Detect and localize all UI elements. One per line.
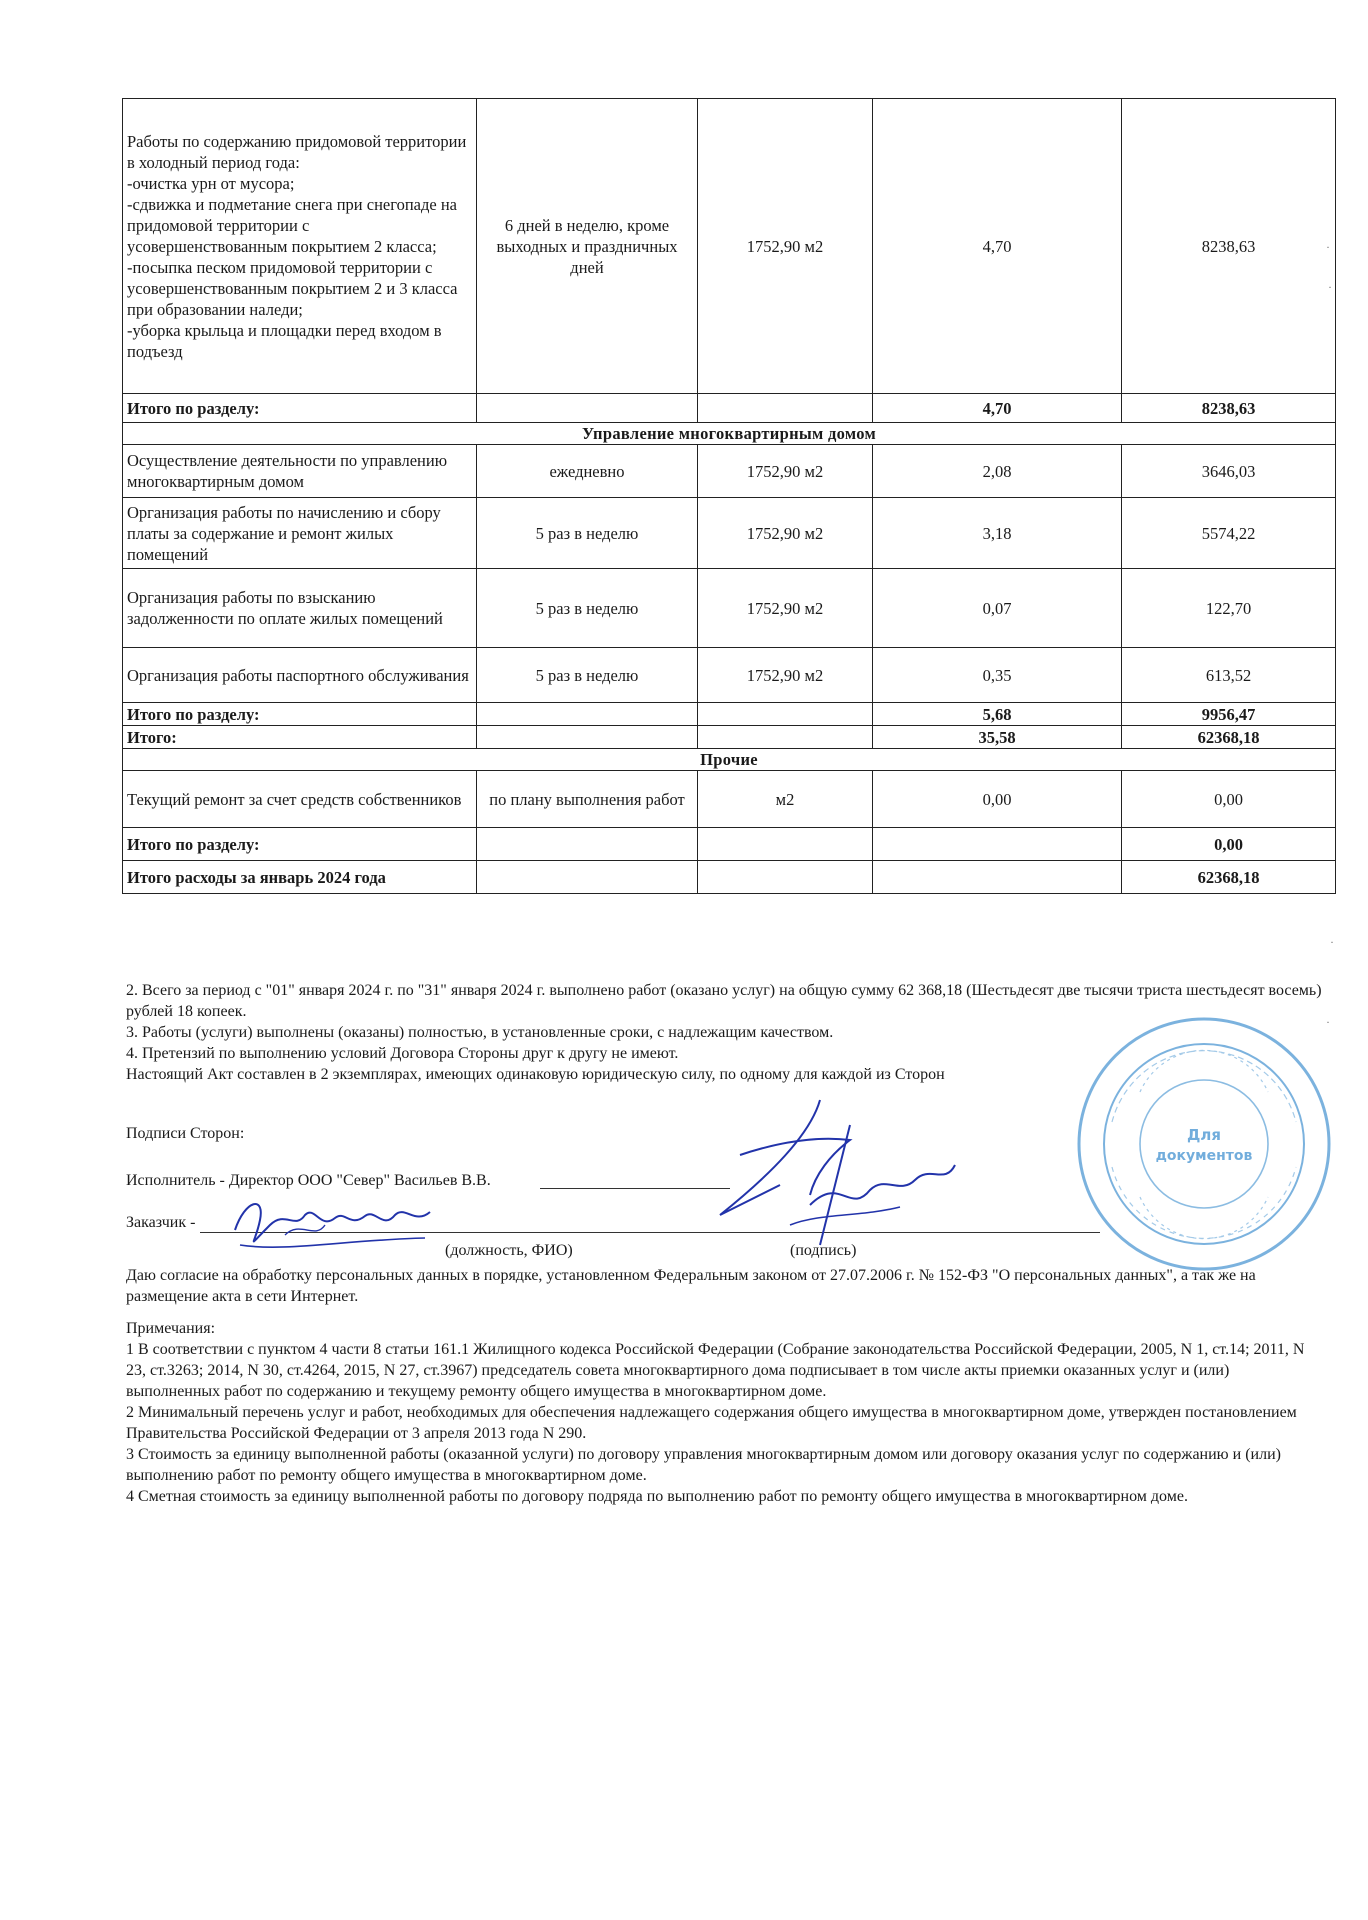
note-item: 3 Стоимость за единицу выполненной работы (оказанной услуги) по договору управления многоквартирным домом или договору оказания услуг по содержанию и (или) выполнению работ по ремонту общего имущества в многоквартирном доме. <box>126 1446 1281 1484</box>
total-label: Итого по разделу: <box>123 394 477 423</box>
periodicity-cell: 5 раз в неделю <box>477 648 698 703</box>
work-name-cell: Работы по содержанию придомовой территории в холодный период года: -очистка урн от мусора; -сдвижка и подметание снега при снегопаде на придомовой территории с усовершенствованным покрытием 2 класса; -посыпка песком придомовой территории с усовершенствованным покрытием 2 и 3 класса при образовании наледи; -уборка крыльца и площадки перед входом в подъезд <box>123 99 477 394</box>
empty-cell <box>698 726 873 749</box>
sum-cell: 0,00 <box>1122 771 1336 828</box>
work-name-cell: Осуществление деятельности по управлению многоквартирным домом <box>123 445 477 498</box>
sum-cell: 613,52 <box>1122 648 1336 703</box>
work-name-cell: Организация работы паспортного обслуживания <box>123 648 477 703</box>
organization-stamp <box>1072 1012 1336 1276</box>
grand-total-sum: 62368,18 <box>1122 726 1336 749</box>
empty-cell <box>477 726 698 749</box>
sum-cell: 5574,22 <box>1122 498 1336 569</box>
copies-note: Настоящий Акт составлен в 2 экземплярах, имеющих одинаковую юридическую силу, по одному для каждой из Сторон <box>126 1066 945 1083</box>
notes-block <box>126 1318 1326 1507</box>
clause-3: 3. Работы (услуги) выполнены (оказаны) полностью, в установленные сроки, с надлежащим качеством. <box>126 1024 834 1041</box>
final-total-row <box>123 861 1336 894</box>
work-name-cell: Организация работы по начислению и сбору платы за содержание и ремонт жилых помещений <box>123 498 477 569</box>
sum-cell: 3646,03 <box>1122 445 1336 498</box>
customer-handwritten-signature <box>225 1190 455 1260</box>
volume-cell: 1752,90 м2 <box>698 648 873 703</box>
final-total-label: Итого расходы за январь 2024 года <box>123 861 477 894</box>
empty-cell <box>698 394 873 423</box>
work-name-cell: Организация работы по взысканию задолженности по оплате жилых помещений <box>123 569 477 648</box>
volume-cell: 1752,90 м2 <box>698 498 873 569</box>
empty-cell <box>477 703 698 726</box>
periodicity-cell: ежедневно <box>477 445 698 498</box>
total-label: Итого по разделу: <box>123 703 477 726</box>
stamp-text-1: Для <box>1187 1126 1221 1144</box>
note-item: 4 Сметная стоимость за единицу выполненной работы по договору подряда по выполнению работ по ремонту общего имущества в многоквартирном доме. <box>126 1488 1188 1505</box>
empty-cell <box>477 861 698 894</box>
periodicity-cell: по плану выполнения работ <box>477 771 698 828</box>
total-label: Итого по разделу: <box>123 828 477 861</box>
section-header-row <box>123 749 1336 771</box>
section-total-row <box>123 703 1336 726</box>
table-row <box>123 498 1336 569</box>
empty-cell <box>477 394 698 423</box>
section-total-row <box>123 828 1336 861</box>
empty-cell <box>698 861 873 894</box>
note-item: 2 Минимальный перечень услуг и работ, необходимых для обеспечения надлежащего содержания общего имущества в многоквартирном доме, утвержден постановлением Правительства Российской Федерации от 3 апреля 2013 года N 290. <box>126 1404 1297 1442</box>
rate-cell: 4,70 <box>873 99 1122 394</box>
grand-total-rate: 35,58 <box>873 726 1122 749</box>
periodicity-cell: 6 дней в неделю, кроме выходных и праздничных дней <box>477 99 698 394</box>
grand-total-label: Итого: <box>123 726 477 749</box>
executor-label: Исполнитель - Директор ООО "Север" Васильев В.В. <box>126 1172 491 1189</box>
rate-cell: 2,08 <box>873 445 1122 498</box>
periodicity-cell: 5 раз в неделю <box>477 498 698 569</box>
stamp-text-2: документов <box>1155 1148 1253 1164</box>
section-title: Управление многоквартирным домом <box>123 423 1336 445</box>
customer-label: Заказчик - <box>126 1214 196 1231</box>
table-row <box>123 99 1336 394</box>
empty-cell <box>698 703 873 726</box>
rate-cell: 0,35 <box>873 648 1122 703</box>
clause-2: 2. Всего за период с "01" января 2024 г. по "31" января 2024 г. выполнено работ (оказано услуг) на общую сумму 62 368,18 (Шестьдесят две тысячи триста шестьдесят восемь) рублей 18 копеек. <box>126 982 1322 1020</box>
empty-cell <box>873 861 1122 894</box>
total-sum: 8238,63 <box>1122 394 1336 423</box>
table-row <box>123 648 1336 703</box>
consent-text: Даю согласие на обработку персональных данных в порядке, установленном Федеральным законом от 27.07.2006 г. № 152-ФЗ "О персональных данных", а так же на размещение акта в сети Интернет. <box>126 1267 1256 1305</box>
total-rate: 5,68 <box>873 703 1122 726</box>
table-row <box>123 445 1336 498</box>
scan-mark: · <box>1326 240 1330 254</box>
scan-mark: · <box>1330 935 1334 949</box>
executor-handwritten-signature <box>700 1095 960 1255</box>
rate-cell: 3,18 <box>873 498 1122 569</box>
clause-4: 4. Претензий по выполнению условий Договора Стороны друг к другу не имеют. <box>126 1045 679 1062</box>
position-hint: (должность, ФИО) <box>445 1242 573 1259</box>
volume-cell: 1752,90 м2 <box>698 569 873 648</box>
sum-cell: 8238,63 <box>1122 99 1336 394</box>
services-table <box>122 98 1336 894</box>
total-sum: 9956,47 <box>1122 703 1336 726</box>
grand-total-row <box>123 726 1336 749</box>
signature-hint: (подпись) <box>790 1242 857 1259</box>
empty-cell <box>698 828 873 861</box>
table-row <box>123 569 1336 648</box>
section-total-row <box>123 394 1336 423</box>
section-header-row <box>123 423 1336 445</box>
volume-cell: 1752,90 м2 <box>698 445 873 498</box>
scan-mark: · <box>1328 280 1332 294</box>
table-row <box>123 771 1336 828</box>
rate-cell: 0,00 <box>873 771 1122 828</box>
section-title: Прочие <box>123 749 1336 771</box>
scan-mark: · <box>1326 1015 1330 1029</box>
rate-cell: 0,07 <box>873 569 1122 648</box>
empty-cell <box>873 828 1122 861</box>
notes-title: Примечания: <box>126 1320 216 1337</box>
work-name-cell: Текущий ремонт за счет средств собственников <box>123 771 477 828</box>
empty-cell <box>477 828 698 861</box>
signatures-title: Подписи Сторон: <box>126 1125 245 1142</box>
final-total-sum: 62368,18 <box>1122 861 1336 894</box>
total-sum: 0,00 <box>1122 828 1336 861</box>
volume-cell: 1752,90 м2 <box>698 99 873 394</box>
volume-cell: м2 <box>698 771 873 828</box>
total-rate: 4,70 <box>873 394 1122 423</box>
periodicity-cell: 5 раз в неделю <box>477 569 698 648</box>
sum-cell: 122,70 <box>1122 569 1336 648</box>
note-item: 1 В соответствии с пунктом 4 части 8 статьи 161.1 Жилищного кодекса Российской Федерации (Собрание законодательства Российской Федерации, 2005, N 1, ст.14; 2011, N 23, ст.3263; 2014, N 30, ст.4264, 2015, N 27, ст.3967) председатель совета многоквартирного дома подписывает в том числе акты приемки оказанных услуг и (или) выполненных работ по содержанию и текущему ремонту общего имущества в многоквартирном доме. <box>126 1341 1305 1400</box>
